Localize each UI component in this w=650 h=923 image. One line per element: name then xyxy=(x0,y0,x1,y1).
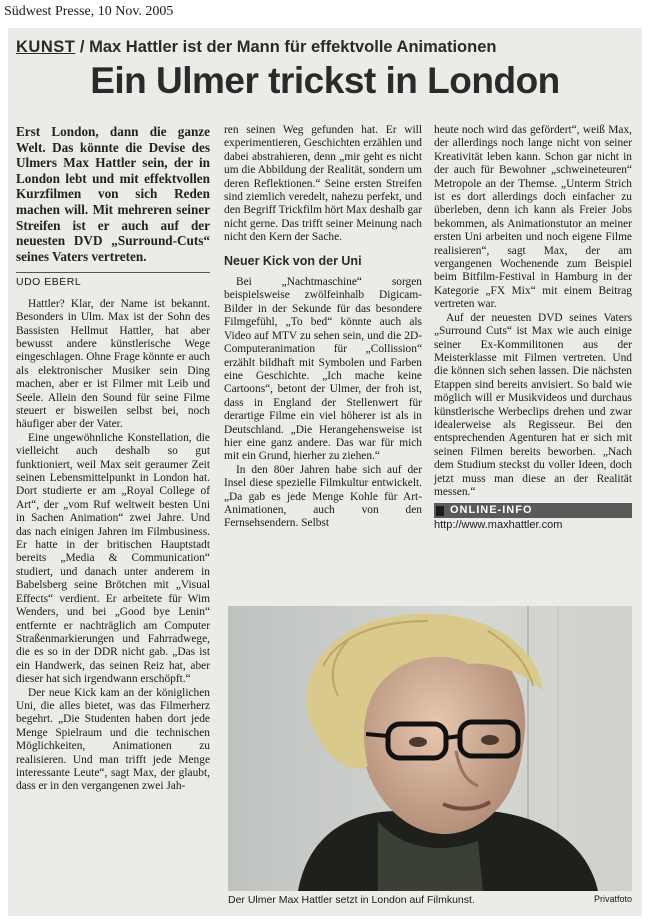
lead-paragraph: Erst London, dann die ganze Welt. Das könnte die Devise des Ulmers Max Hattler sein, der in London lebt und mit effektvollen Kurzfilmen von sich Reden machen will. Mit mehreren seiner Streifen ist er auch auf der neuesten DVD „Surround-Cuts“ seines Vaters vertreten. xyxy=(16,124,210,264)
online-info-bar xyxy=(434,503,632,518)
column-1 xyxy=(16,124,210,794)
headline: Ein Ulmer trickst in London xyxy=(90,60,560,101)
author: UDO EBERL xyxy=(16,276,82,289)
body-paragraph: heute noch wird das gefördert“, weiß Max, der allerdings noch lange nicht von seiner Kreativität leben kann. Schon gar nicht in der auch für Bewohner „schweineteuren“ Metropole an der Themse. „Unterm Strich ist es dort allerdings doch einfacher zu überleben, denn ich kann als Freier Jobs bekommen, als Animationstutor an meiner ersten Uni arbeiten und noch eigene Filme realisieren“, sagt Max, der am vergangenen Wochenende zum Beispiel beim Bitfilm-Festival in Hamburg in der Kategorie „FX Mix“ mit einem Beitrag vertreten war. xyxy=(434,124,632,311)
column-2 xyxy=(224,124,422,531)
info-square-icon xyxy=(436,506,444,516)
portrait-illustration xyxy=(228,606,632,891)
online-info-label: ONLINE-INFO xyxy=(450,504,533,517)
kicker-topic: KUNST xyxy=(16,38,76,56)
portrait-photo xyxy=(228,606,632,891)
body-paragraph: Bei „Nachtmaschine“ sorgen beispielsweise zwölfeinhalb Digicam-Bilder in der Sekunde für das besondere Filmgefühl, „To bed“ könnte auch als Video auf MTV zu sehen sein, und die 2D-Computeranimation für „Collission“ erzählt bildhaft mit Symbolen und Farben eine Geschichte. „Ich mache keine Cartoons“, betont der Ulmer, der froh ist, dass in England der Stellenwert für derartige Filme ein viel höherer ist als in Deutschland. „Die Herangehensweise ist hier eine ganz andere. Das war für mich mit ein Grund, hierher zu ziehen.“ xyxy=(224,276,422,463)
photo-caption-row xyxy=(228,894,632,906)
kicker xyxy=(16,38,636,57)
photo-caption: Der Ulmer Max Hattler setzt in London auf Filmkunst. xyxy=(228,894,475,906)
photo-credit: Privatfoto xyxy=(593,894,632,904)
subheading: Neuer Kick von der Uni xyxy=(224,253,362,268)
body-paragraph: In den 80er Jahren habe sich auf der Insel diese spezielle Filmkultur entwickelt. „Da gab es jede Menge Kohle für Art-Animationen, auch von den Fernsehsendern. Selbst xyxy=(224,463,422,530)
source-line: Südwest Presse, 10 Nov. 2005 xyxy=(0,0,650,26)
online-info-link[interactable]: http://www.maxhattler.com xyxy=(434,519,563,532)
author-rule xyxy=(16,272,210,273)
column-3 xyxy=(434,124,632,533)
body-paragraph: ren seinen Weg gefunden hat. Er will experimentieren, Geschichten erzählen und dabei abstrahieren, denn „mir geht es nicht um die Abbildung der Realität, sondern um deren Reflektionen.“ Seine ersten Streifen sind ziemlich veredelt, nahezu perfekt, und den Begriff Trickfilm hört Max deshalb gar nicht gerne. Das trifft seiner Meinung nach nicht den Kern der Sache. xyxy=(224,124,422,244)
body-paragraph: Hattler? Klar, der Name ist bekannt. Besonders in Ulm. Max ist der Sohn des Bassisten Hellmut Hattler, hat aber bewusst andere künstlerische Wege eingeschlagen. Ohne Frage könnte er auch als elektronischer Musiker sein Ding machen, aber er ist Filmer mit Leib und Seele. Allein den Sound für seine Filme steuert er bisweilen selbst bei, noch häufiger aber der Vater. xyxy=(16,297,210,431)
body-paragraph: Auf der neuesten DVD seines Vaters „Surround Cuts“ ist Max wie auch einige seiner Ex-Kommilitonen aus der Meisterklasse mit Filmen vertreten. Und die können sich sehen lassen. Die nächsten Etappen sind bereits anvisiert. So bald wie möglich will er Musikvideos und durchaus künstlerische Werbeclips drehen und zwar idealerweise als Regisseur. Bei den entsprechenden Agenturen hat er sich mit seinen Filmen bereits beworben. „Nach dem Studium steckst du voller Ideen, doch jetzt muss man diese an der Realität messen.“ xyxy=(434,311,632,498)
body-paragraph: Der neue Kick kam an der königlichen Uni, die alles bietet, was das Filmerherz begehrt. „Die Studenten haben dort jede Menge Spielraum und die technischen Möglichkeiten, Animationen zu realisieren. Und man trifft jede Menge interessante Leute“, sagt Max, der glaubt, dass er in den vergangenen zwei Jah- xyxy=(16,686,210,793)
newspaper-clipping xyxy=(8,28,642,916)
body-paragraph: Eine ungewöhnliche Konstellation, die vielleicht auch deshalb so gut funktioniert, weil Max seit geraumer Zeit seinen Lebensmittelpunkt in London hat. Dort studierte er am „Royal College of Art“, der „vom Ruf weltweit besten Uni in Sachen Animation“ zwei Jahre. Und das nach einigen Jahren im Filmbusiness. Er hatte in der britischen Hauptstadt bereits „Media & Communication“ studiert, und danach unter anderem in Babelsberg seine Brötchen mit „Visual Effects“ verdient. Er arbeitete für Wim Wenders, und bei „Good bye Lenin“ entfernte er nachträglich am Computer Straßenmarkierungen und Fahrradwege, die es so in der DDR nicht gab. „Das ist ein Handwerk, das seinen Reiz hat, aber dieser hat sich irgendwann erschöpft.“ xyxy=(16,431,210,686)
kicker-text: / Max Hattler ist der Mann für effektvolle Animationen xyxy=(75,38,497,56)
